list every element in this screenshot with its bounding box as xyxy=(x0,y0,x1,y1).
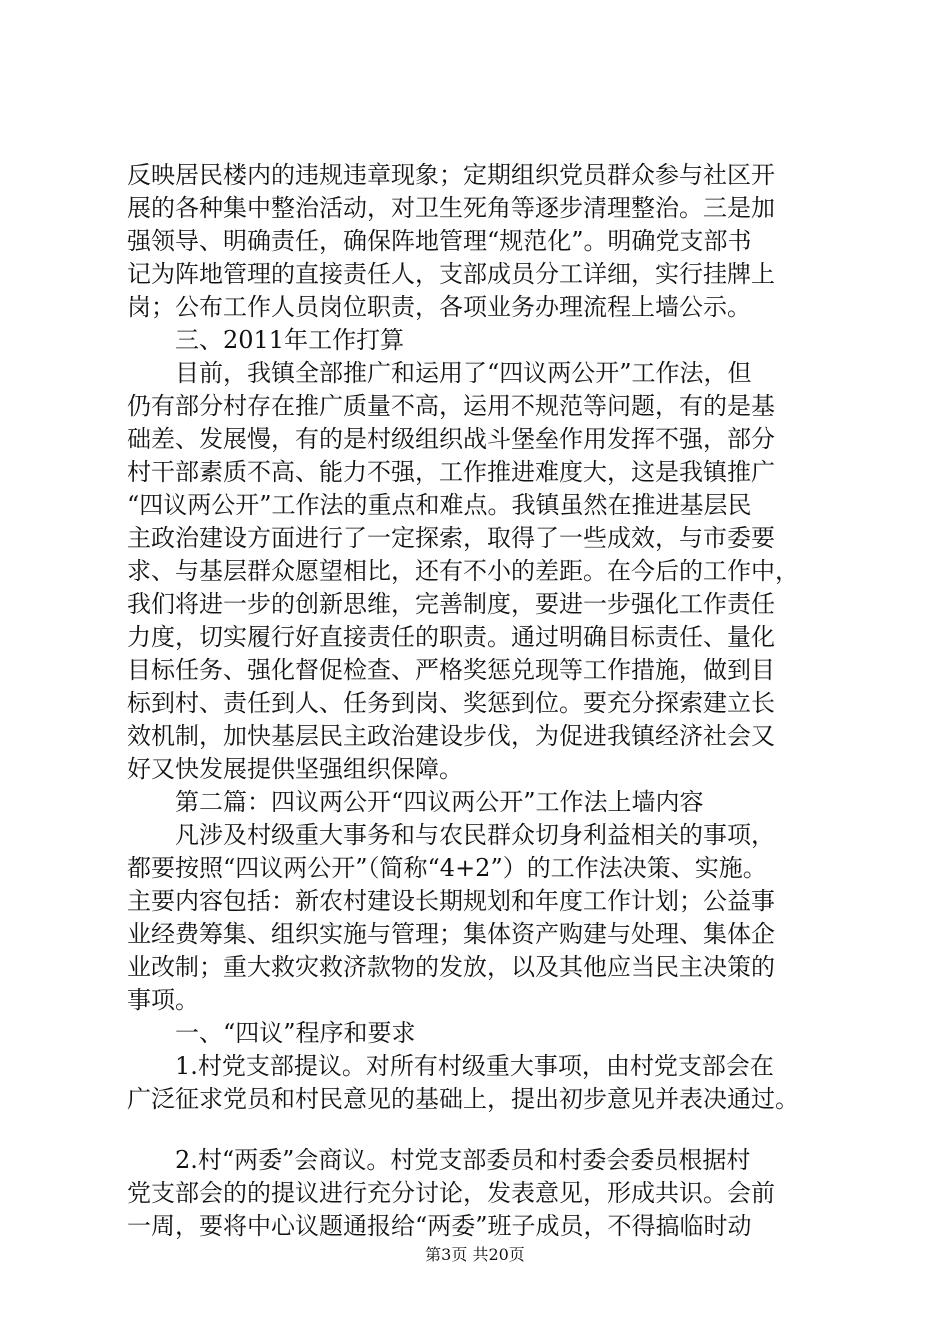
text-line: 我们将进一步的创新思维，完善制度，要进一步强化工作责任 xyxy=(127,590,775,618)
paragraph-gap xyxy=(127,1116,847,1144)
document-body xyxy=(127,159,847,1243)
text-line: 1.村党支部提议。对所有村级重大事项，由村党支部会在 xyxy=(127,1052,774,1080)
text-line: 记为阵地管理的直接责任人，支部成员分工详细，实行挂牌上 xyxy=(127,260,775,288)
section-heading: 一、“四议”程序和要求 xyxy=(127,1019,416,1047)
section-heading: 三、2011年工作打算 xyxy=(127,326,405,354)
text-line: 仍有部分村存在推广质量不高，运用不规范等问题，有的是基 xyxy=(127,392,775,420)
text-line: 党支部会的的提议进行充分讨论，发表意见，形成共识。会前 xyxy=(127,1179,775,1207)
text-line: 求、与基层群众愿望相比，还有不小的差距。在今后的工作中， xyxy=(127,557,799,585)
text-line: 2.村“两委”会商议。村党支部委员和村委会委员根据村 xyxy=(127,1146,751,1174)
text-line: 标到村、责任到人、任务到岗、奖惩到位。要充分探索建立长 xyxy=(127,689,775,717)
text-line: 强领导、明确责任，确保阵地管理“规范化”。明确党支部书 xyxy=(127,227,752,255)
text-line: 村干部素质不高、能力不强，工作推进难度大，这是我镇推广 xyxy=(127,458,775,486)
text-line: 凡涉及村级重大事务和与农民群众切身利益相关的事项， xyxy=(127,821,775,849)
text-line: 效机制，加快基层民主政治建设步伐，为促进我镇经济社会又 xyxy=(127,722,775,750)
text-line: 目标任务、强化督促检查、严格奖惩兑现等工作措施，做到目 xyxy=(127,656,775,684)
text-line: “四议两公开”工作法的重点和难点。我镇虽然在推进基层民 xyxy=(127,491,752,519)
text-line: 目前，我镇全部推广和运用了“四议两公开”工作法，但 xyxy=(127,359,752,387)
text-line: 业改制；重大救灾救济款物的发放，以及其他应当民主决策的 xyxy=(127,953,775,981)
text-line: 主政治建设方面进行了一定探索，取得了一些成效，与市委要 xyxy=(127,524,775,552)
text-line: 都要按照“四议两公开”（简称“4+2”）的工作法决策、实施。 xyxy=(127,854,767,882)
page-number-footer: 第3页 共20页 xyxy=(425,1245,525,1264)
text-line: 事项。 xyxy=(127,986,199,1014)
text-line: 岗；公布工作人员岗位职责，各项业务办理流程上墙公示。 xyxy=(127,293,751,321)
text-line: 力度，切实履行好直接责任的职责。通过明确目标责任、量化 xyxy=(127,623,775,651)
text-line: 业经费筹集、组织实施与管理；集体资产购建与处理、集体企 xyxy=(127,920,775,948)
text-line: 反映居民楼内的违规违章现象；定期组织党员群众参与社区开 xyxy=(127,161,775,189)
text-line: 展的各种集中整治活动，对卫生死角等逐步清理整治。三是加 xyxy=(127,194,775,222)
text-line: 广泛征求党员和村民意见的基础上，提出初步意见并表决通过。 xyxy=(127,1085,799,1113)
chapter-heading: 第二篇：四议两公开“四议两公开”工作法上墙内容 xyxy=(127,788,704,816)
text-line: 一周，要将中心议题通报给“两委”班子成员，不得搞临时动 xyxy=(127,1212,752,1240)
text-line: 主要内容包括：新农村建设长期规划和年度工作计划；公益事 xyxy=(127,887,775,915)
text-line: 础差、发展慢，有的是村级组织战斗堡垒作用发挥不强，部分 xyxy=(127,425,775,453)
text-line: 好又快发展提供坚强组织保障。 xyxy=(127,755,463,783)
